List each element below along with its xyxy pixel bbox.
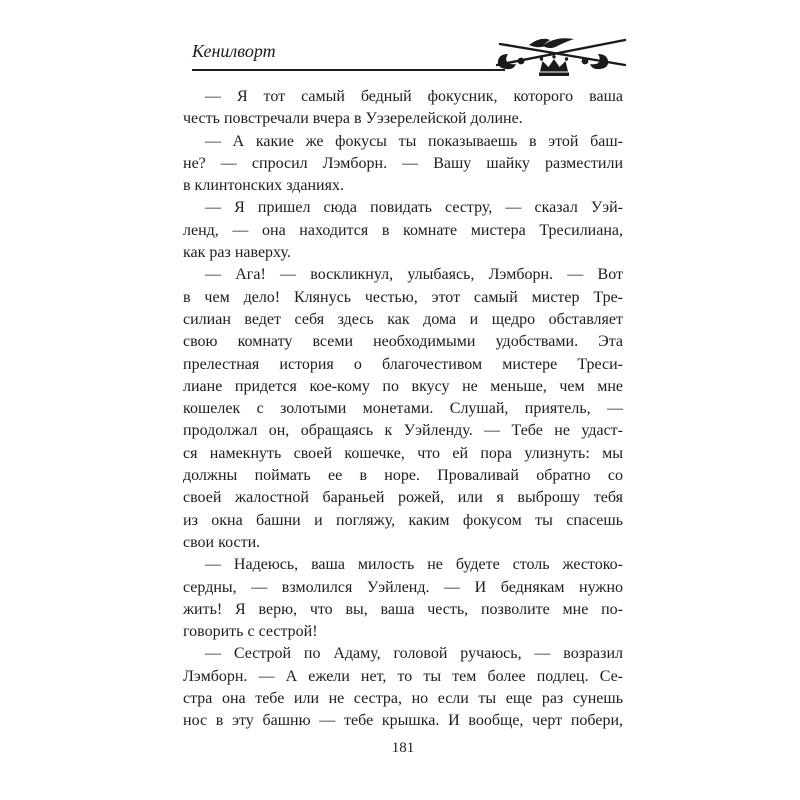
text-line: сердны, — взмолился Уэйленд. — И беднякам нужно — [183, 578, 623, 596]
text-line: должны поймать ее в норе. Проваливай обратно со — [183, 467, 623, 485]
header-rule — [192, 69, 505, 71]
text-line: как раз наверху. — [183, 244, 291, 262]
crossed-sabers-crown-bird-icon — [494, 31, 629, 83]
text-line: прелестная история о благочестивом мистере Треси- — [183, 355, 623, 373]
text-line: продолжал он, обращаясь к Уэйленду. — Тебе не удаст- — [183, 422, 623, 440]
text-line: ся намекнуть своей кошечке, что ей пора улизнуть: мы — [183, 444, 623, 462]
text-line: свои кости. — [183, 533, 261, 551]
text-line: честь повстречали вчера в Уэзерелейской долине. — [183, 110, 523, 128]
text-line: не? — спросил Лэмборн. — Вашу шайку разместили — [183, 154, 623, 172]
text-line: в клинтонских зданиях. — [183, 177, 344, 195]
text-line: ленд, — она находится в комнате мистера Тресилиана, — [183, 221, 623, 239]
text-line: говорить с сестрой! — [183, 623, 318, 641]
text-line: — Я тот самый бедный фокусник, которого ваша — [205, 88, 623, 105]
text-line: стра она тебе или не сестра, но если ты еще раз сунешь — [183, 690, 623, 708]
text-line: из окна башни и погляжу, каким фокусом ты спасешь — [183, 511, 623, 529]
text-line: лиане придется кое-кому по вкусу не меньше, чем мне — [183, 377, 623, 395]
running-title: Кенилворт — [192, 41, 276, 61]
text-line: в чем дело! Клянусь честью, этот самый мистер Тре- — [183, 288, 623, 306]
paragraph — [183, 86, 623, 131]
paragraph — [183, 197, 623, 264]
text-line: силиан ведет себя здесь как дома и щедро обставляет — [183, 310, 623, 328]
paragraph — [183, 131, 623, 198]
page-number: 181 — [391, 740, 415, 756]
text-line: свою комнату всеми необходимыми удобствами. Эта — [183, 333, 623, 351]
text-line: — Сестрой по Адаму, головой ручаюсь, — возразил — [205, 645, 623, 663]
text-line: — Надеюсь, ваша милость не будете столь жестоко- — [205, 556, 623, 574]
paragraph — [183, 554, 623, 643]
text-line: жить! Я верю, что вы, ваша честь, позволите мне по- — [183, 600, 623, 618]
paragraph — [183, 643, 623, 732]
paragraph — [183, 264, 623, 554]
text-line: — Я пришел сюда повидать сестру, — сказал Уэй- — [205, 199, 623, 217]
text-line: Лэмборн. — А ежели нет, то ты тем более подлец. Се- — [183, 667, 623, 685]
text-line: кошелек с золотыми монетами. Слушай, приятель, — — [183, 400, 623, 418]
text-line: своей жалостной бараньей рожей, или я выброшу тебя — [183, 489, 623, 507]
text-line: — Ага! — воскликнул, улыбаясь, Лэмборн. — Вот — [205, 266, 623, 284]
body-text — [183, 86, 623, 733]
text-line: нос в эту башню — тебе крышка. И вообще, черт побери, — [183, 712, 623, 730]
text-line: — А какие же фокусы ты показываешь в этой баш- — [205, 132, 623, 150]
